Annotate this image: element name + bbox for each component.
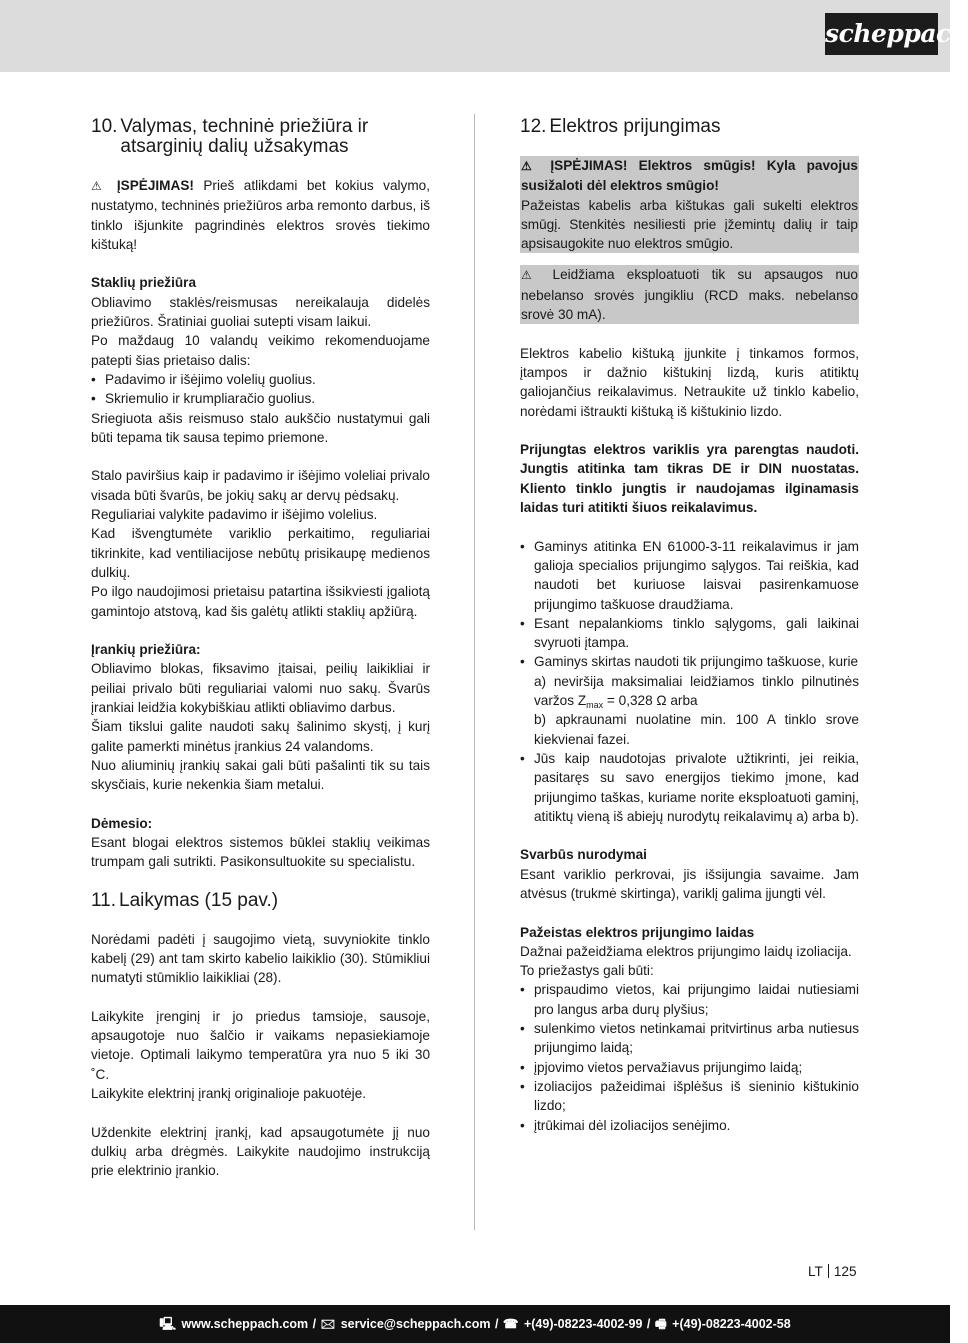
paragraph: Po ilgo naudojimosi prietaisu patartina išsikviesti įgaliotą gamintojo atstovą, kad šis galėtų atlikti staklių apžiūrą.: [91, 584, 430, 619]
paragraph: Dažnai pažeidžiama elektros prijungimo laidų izoliacija.: [520, 943, 852, 959]
paragraph-bold: Prijungtas elektros variklis yra parengtas naudoti. Jungtis atitinka tam tikras DE ir DIN nuostatas. Kliento tinklo jungtis ir naudojamas ilginamasis laidas turi atitikti šiuos reikalavimus.: [520, 442, 859, 516]
page-footer: 🖳 www.scheppach.com / 🖂 service@scheppach.com / ☎ +(49)-08223-4002-99 / 🖷 +(49)-08223-4002-58: [0, 1305, 950, 1343]
fax-number: +(49)-08223-4002-58: [672, 1317, 791, 1331]
damage-causes-list: [520, 980, 859, 1134]
subpoint-text: = 0,328 Ω arba: [603, 693, 698, 709]
list-item: • įpjovimo vietos pervažiavus prijungimo laidą;: [520, 1058, 859, 1077]
page-number: [808, 1264, 857, 1279]
paragraph: Esant blogai elektros sistemos būklei staklių veikimas trumpam gali sutrikti. Pasikonsultuokite su specialistu.: [91, 835, 430, 870]
left-column: [91, 117, 430, 1181]
paragraph: Sriegiuota ašis reismuso stalo aukščio nustatymui gali būti tepama tik sausa tepimo priemone.: [91, 410, 430, 445]
list-item: • sulenkimo vietos netinkamai pritvirtinus arba nutiesus prijungimo laidą;: [520, 1019, 859, 1058]
paragraph: Obliavimo staklės/reismusas nereikalauja didelės priežiūros. Šratiniai guoliai sutepti visam laikui.: [91, 294, 430, 330]
paragraph: Elektros kabelio kištuką įjunkite į tinkamos formos, įtampos ir dažnio kištukinį lizdą, kuris atitiktų galiojančius reikalavimus. Netraukite už tinklo kabelio, norėdami ištraukti kištuką iš kištukinio lizdo.: [520, 345, 859, 419]
separator: [828, 1264, 829, 1278]
paragraph: Šiam tikslui galite naudoti sakų šalinimo skystį, į kurį galite pamerkti minėtus įrankius 24 valandoms.: [91, 719, 430, 754]
paragraph: Obliavimo blokas, fiksavimo įtaisai, peilių laikikliai ir peiliai privalo būti reguliariai valomi nuo sakų. Švarūs įrankiai leidžia kokybiškiau atlikti obliavimo darbus.: [91, 661, 430, 716]
machine-care-heading: Staklių priežiūra: [91, 275, 197, 291]
section-title: Elektros prijungimas: [549, 116, 721, 137]
monitor-icon: 🖳: [159, 1317, 177, 1331]
list-item: • izoliacijos pažeidimai išplėšus iš sieninio kištukinio lizdo;: [520, 1077, 859, 1116]
warning-icon: ⚠: [91, 179, 108, 193]
phone-icon: ☎: [502, 1317, 519, 1331]
section-number: 11.: [91, 889, 117, 911]
section-title: Laikymas (15 pav.): [119, 889, 279, 911]
warning-icon: ⚠: [521, 159, 540, 173]
paragraph: To priežastys gali būti:: [520, 963, 654, 979]
paragraph: Uždenkite elektrinį įrankį, kad apsaugotumėte jį nuo dulkių arba drėgmės. Laikykite naudojimo instrukciją prie elektrinio įrankio.: [91, 1124, 430, 1179]
paragraph: Norėdami padėti į saugojimo vietą, suvyniokite tinklo kabelį (29) ant tam skirto kabelio laikiklio (30). Stūmikliui numatyti stūmiklio laikikliai (28).: [91, 931, 430, 986]
paragraph: Esant variklio perkrovai, jis išsijungia savaime. Jam atvėsus (trukmė skirtinga), variklį galima įjungti vėl.: [520, 866, 859, 901]
subscript: max: [586, 700, 604, 711]
website-link[interactable]: www.scheppach.com: [181, 1317, 309, 1331]
paragraph: Laikykite įrenginį ir jo priedus tamsioje, sausoje, apsaugotoje nuo šalčio ir vaikams nepasiekiamoje vietoje. Optimali laikymo temperatūra yra nuo 5 iki 30 ˚C.: [91, 1008, 430, 1082]
right-column: [520, 117, 859, 1135]
section-12-heading: [520, 117, 859, 137]
paragraph: Nuo aliuminių įrankių sakai gali būti pašalinti tik su tais skysčiais, kurie nekenkia šiam metalui.: [91, 757, 430, 793]
rcd-warning-text: Leidžiama eksploatuoti tik su apsaugos nuo nebelanso srovės jungikliu (RCD maks. nebelanso srovė 30 mA).: [521, 267, 858, 323]
attention-heading: Dėmesio:: [91, 815, 153, 831]
tool-care-heading: Įrankių priežiūra:: [91, 642, 201, 658]
list-item-subpoint: [534, 672, 859, 711]
list-item-text: • Gaminys skirtas naudoti tik prijungimo taškuose, kurie: [534, 654, 859, 670]
warning-text: [521, 265, 858, 324]
fax-icon: 🖷: [654, 1317, 667, 1331]
warning-icon: ⚠: [521, 268, 541, 283]
email-link[interactable]: service@scheppach.com: [340, 1317, 491, 1331]
section-10-heading: [91, 117, 430, 157]
section-title: Valymas, techninė priežiūra ir atsarginių dalių užsakymas: [120, 116, 369, 157]
language-code: LT: [808, 1264, 823, 1279]
list-item: • Esant nepalankioms tinklo sąlygoms, gali laikinai svyruoti įtampa.: [520, 614, 859, 653]
warning-text: Pažeistas kabelis arba kištukas gali sukelti elektros smūgį. Stenkitės nesiliesti prie įžemintų dalių ir taip apsisaugokite nuo elektros smūgio.: [521, 197, 858, 252]
rcd-warning-box: [520, 265, 859, 324]
subpoint-text: a) neviršija maksimaliai leidžiamos tinklo pilnutinės varžos Z: [534, 673, 859, 709]
list-item: • Jūs kaip naudotojas privalote užtikrinti, jei reikia, pasitaręs su savo energijos tiekimo įmone, kad prijungimo taškas, kuriame norite eksploatuoti gaminį, atitiktų vieną iš abiejų nurodytų reikalavimų a) arba b).: [520, 749, 859, 826]
warning-title-text: ĮSPĖJIMAS! Elektros smūgis! Kyla pavojus susižaloti dėl elektros smūgio!: [521, 158, 858, 194]
list-item: • Gaminys atitinka EN 61000-3-11 reikalavimus ir jam galioja specialios prijungimo sąlygos. Tai reiškia, kad naudoti bet kuriuose laisvai pasirenkamuose prijungimo taškuose draudžiama.: [520, 537, 859, 614]
list-item: [520, 652, 859, 748]
lubrication-list: [91, 370, 430, 409]
requirements-list: [520, 537, 859, 826]
section-number: 12.: [520, 116, 547, 137]
section-11-heading: [91, 891, 430, 911]
section-number: 10.: [91, 116, 118, 137]
paragraph: Reguliariai valykite padavimo ir išėjimo volelius.: [91, 507, 378, 523]
page-header: [0, 0, 968, 72]
brand-logo: scheppach: [825, 13, 938, 55]
electric-shock-warning-box: [520, 156, 859, 253]
page-number-value: 125: [833, 1264, 857, 1279]
paragraph: Kad išvengtumėte variklio perkaitimo, reguliariai tikrinkite, kad ventiliacijose nebūtų prisikaupę medienos dulkių.: [91, 526, 430, 580]
warning-label: ĮSPĖJIMAS!: [116, 178, 194, 193]
mail-icon: 🖂: [320, 1317, 336, 1331]
damaged-cable-heading: Pažeistas elektros prijungimo laidas: [520, 924, 755, 940]
paragraph: Laikykite elektrinį įrankį originalioje pakuotėje.: [91, 1086, 367, 1102]
list-item: • įtrūkimai dėl izoliacijos senėjimo.: [520, 1116, 859, 1135]
warning-title: [521, 156, 858, 196]
list-item: • Padavimo ir išėjimo volelių guolius.: [91, 370, 430, 389]
list-item: • prispaudimo vietos, kai prijungimo laidai nutiesiami pro langus arba durų plyšius;: [520, 980, 859, 1019]
important-notes-heading: Svarbūs nurodymai: [520, 847, 647, 863]
paragraph: Stalo paviršius kaip ir padavimo ir išėjimo voleliai privalo visada būti švarūs, be jokių sakų ar dervų pėdsakų.: [91, 468, 430, 503]
phone-number: +(49)-08223-4002-99: [523, 1317, 643, 1331]
warning-paragraph: [91, 176, 430, 254]
paragraph: Po maždaug 10 valandų veikimo rekomenduojame patepti šias prietaiso dalis:: [91, 333, 430, 368]
warning-text: Prieš atlikdami bet kokius valymo, nustatymo, techninės priežiūros arba remonto darbus, iš tinklo išjunkite pagrindinės elektros srovės tiekimo kištuką!: [91, 178, 430, 252]
list-item-subpoint: b) apkraunami nuolatine min. 100 A tinklo srove kiekvienai fazei.: [534, 712, 859, 747]
list-item: • Skriemulio ir krumpliaračio guolius.: [91, 389, 430, 408]
column-divider: [474, 114, 475, 1230]
